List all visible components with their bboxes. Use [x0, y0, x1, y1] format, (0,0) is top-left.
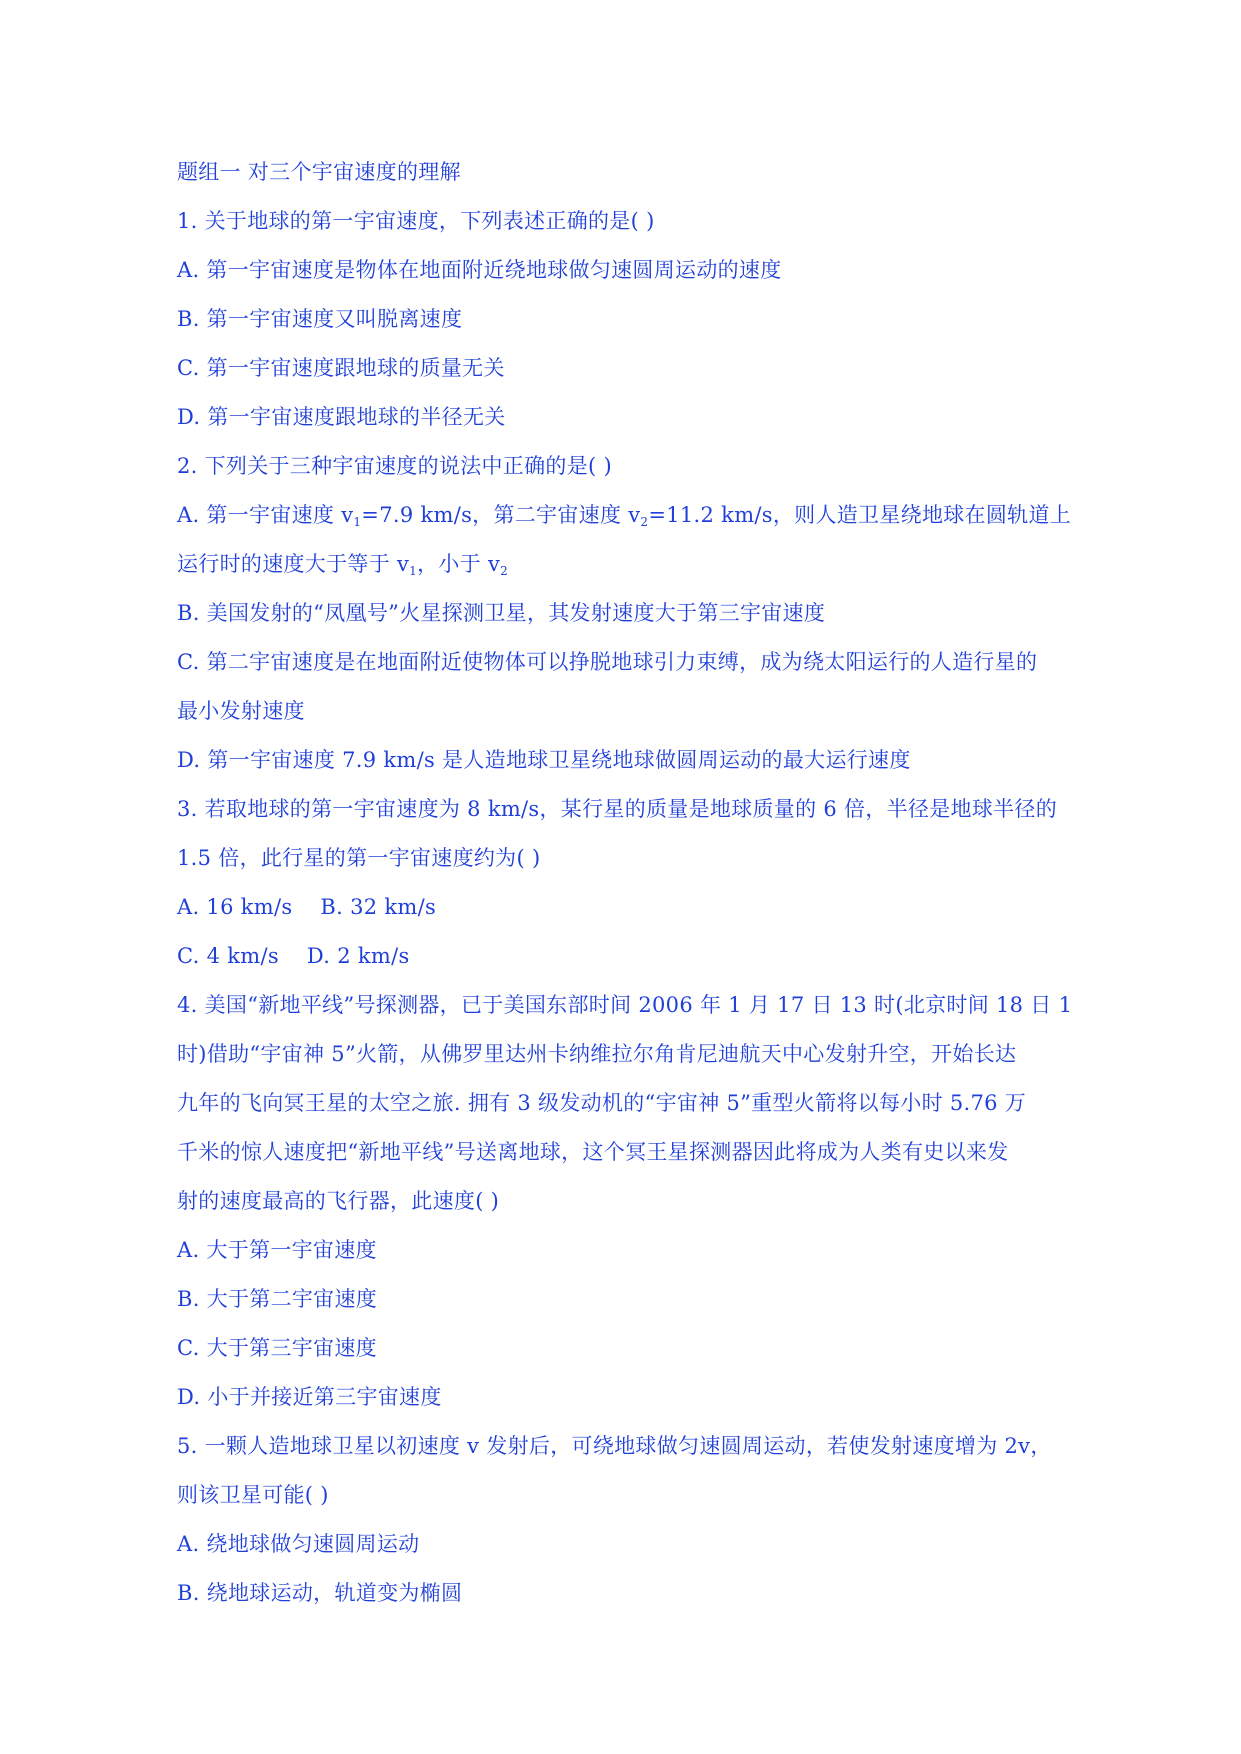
document-body — [177, 154, 1077, 1624]
question-4-stem-line3: 九年的飞向冥王星的太空之旅. 拥有 3 级发动机的“宇宙神 5”重型火箭将以每小时 5.76 万 — [177, 1091, 1027, 1115]
question-1-option-d: D. 第一宇宙速度跟地球的半径无关 — [177, 405, 506, 429]
question-4-stem-line2: 时)借助“宇宙神 5”火箭，从佛罗里达州卡纳维拉尔角肯尼迪航天中心发射升空，开始长达 — [177, 1042, 1017, 1066]
q2a-text-1: A. 第一宇宙速度 v — [177, 503, 354, 527]
question-1-option-a: A. 第一宇宙速度是物体在地面附近绕地球做匀速圆周运动的速度 — [177, 258, 782, 282]
question-5-stem-line1: 5. 一颗人造地球卫星以初速度 v 发射后，可绕地球做匀速圆周运动，若使发射速度增为 2v， — [177, 1434, 1052, 1458]
q2a-sub-1: 1 — [353, 515, 362, 529]
question-3-option-a: A. 16 km/s — [177, 895, 293, 919]
q2a-line2-text-2: ，小于 v — [417, 552, 501, 576]
q2a-line2-text-1: 运行时的速度大于等于 v — [177, 552, 410, 576]
question-3-options-cd — [177, 938, 1077, 987]
question-1-option-b: B. 第一宇宙速度又叫脱离速度 — [177, 307, 463, 331]
question-2-option-a-line1 — [177, 497, 1077, 546]
question-4-stem-line1: 4. 美国“新地平线”号探测器，已于美国东部时间 2006 年 1 月 17 日 13 时(北京时间 18 日 1 — [177, 993, 1073, 1017]
q2a-line2-sub-2: 2 — [500, 564, 509, 578]
question-5-option-b: B. 绕地球运动，轨道变为椭圆 — [177, 1581, 463, 1605]
question-2-option-c-line2: 最小发射速度 — [177, 699, 305, 723]
question-3-stem-line2: 1.5 倍，此行星的第一宇宙速度约为( ) — [177, 846, 541, 870]
question-1-option-c: C. 第一宇宙速度跟地球的质量无关 — [177, 356, 505, 380]
question-4-option-c: C. 大于第三宇宙速度 — [177, 1336, 377, 1360]
question-2-option-b: B. 美国发射的“凤凰号”火星探测卫星，其发射速度大于第三宇宙速度 — [177, 601, 826, 625]
question-3-stem-line1: 3. 若取地球的第一宇宙速度为 8 km/s，某行星的质量是地球质量的 6 倍，半径是地球半径的 — [177, 797, 1058, 821]
question-4-option-a: A. 大于第一宇宙速度 — [177, 1238, 377, 1262]
question-4-option-b: B. 大于第二宇宙速度 — [177, 1287, 378, 1311]
question-3-option-c: C. 4 km/s — [177, 944, 279, 968]
question-5-option-a: A. 绕地球做匀速圆周运动 — [177, 1532, 420, 1556]
q2a-text-2: =7.9 km/s，第二宇宙速度 v — [361, 503, 641, 527]
section-title: 题组一 对三个宇宙速度的理解 — [177, 160, 461, 184]
q2a-sub-2: 2 — [640, 515, 649, 529]
question-3-option-d: D. 2 km/s — [306, 944, 410, 968]
question-4-stem-line5: 射的速度最高的飞行器，此速度( ) — [177, 1189, 500, 1213]
question-4-stem-line4: 千米的惊人速度把“新地平线”号送离地球，这个冥王星探测器因此将成为人类有史以来发 — [177, 1140, 1009, 1164]
question-3-options-ab — [177, 889, 1077, 938]
question-2-stem: 2. 下列关于三种宇宙速度的说法中正确的是( ) — [177, 454, 612, 478]
question-4-option-d: D. 小于并接近第三宇宙速度 — [177, 1385, 442, 1409]
question-2-option-d: D. 第一宇宙速度 7.9 km/s 是人造地球卫星绕地球做圆周运动的最大运行速度 — [177, 748, 911, 772]
q2a-text-3: =11.2 km/s，则人造卫星绕地球在圆轨道上 — [648, 503, 1072, 527]
question-1-stem: 1. 关于地球的第一宇宙速度，下列表述正确的是( ) — [177, 209, 655, 233]
question-2-option-c-line1: C. 第二宇宙速度是在地面附近使物体可以挣脱地球引力束缚，成为绕太阳运行的人造行星的 — [177, 650, 1038, 674]
question-2-option-a-line2 — [177, 546, 1077, 595]
question-3-option-b: B. 32 km/s — [320, 895, 437, 919]
q2a-line2-sub-1: 1 — [409, 564, 418, 578]
question-5-stem-line2: 则该卫星可能( ) — [177, 1483, 329, 1507]
